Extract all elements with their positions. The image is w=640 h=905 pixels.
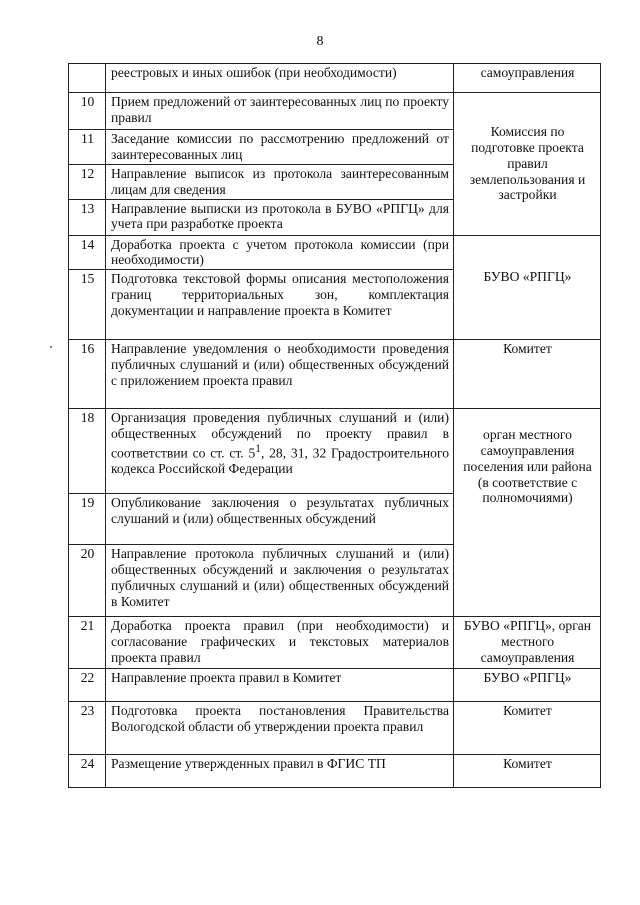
responsible-note: (в соответствие с полномочиями) [477,474,578,506]
scan-speck [50,346,52,348]
task-text: , 28, 31, 32 Градостроительного кодекса Российской Федерации [111,445,449,477]
task-cell: Доработка проекта с учетом протокола комиссии (при необходимости) [106,235,454,270]
table-row [69,409,601,494]
task-cell: Направление уведомления о необходимости проведения публичных слушаний и (или) общественных обсуждений с приложением проекта правил [106,340,454,409]
task-text: Организация проведения публичных слушаний и (или) общественных обсуждений по проекту правил в соответствии со ст. ст. 5 [111,410,449,461]
table-row [69,64,601,93]
row-number [69,64,106,93]
table-row [69,93,601,130]
task-cell: Подготовка проекта постановления Правительства Вологодской области об утверждении проекта правил [106,702,454,755]
row-number: 15 [69,270,106,340]
task-cell: Заседание комиссии по рассмотрению предложений от заинтересованных лиц [106,130,454,165]
responsible-cell: БУВО «РПГЦ» [454,235,601,340]
responsible-cell: Комиссия по подготовке проекта правил землепользования и застройки [454,93,601,236]
article-superscript: 1 [255,442,261,455]
responsible-cell: БУВО «РПГЦ», орган местного самоуправления [454,617,601,669]
row-number: 10 [69,93,106,130]
table-row [69,755,601,788]
row-number: 11 [69,130,106,165]
task-cell: Размещение утвержденных правил в ФГИС ТП [106,755,454,788]
responsible-cell: БУВО «РПГЦ» [454,669,601,702]
row-number: 21 [69,617,106,669]
table-row [69,235,601,270]
row-number: 22 [69,669,106,702]
row-number: 20 [69,545,106,617]
responsible-cell: Комитет [454,702,601,755]
row-number: 18 [69,409,106,494]
task-cell: реестровых и иных ошибок (при необходимости) [106,64,454,93]
responsible-cell: самоуправления [454,64,601,93]
page-number: 8 [316,34,324,49]
task-cell: Направление выписок из протокола заинтересованным лицам для сведения [106,165,454,200]
task-cell: Направление протокола публичных слушаний и (или) общественных обсуждений и заключения о результатах публичных слушаний и (или) общественных обсуждений в Комитет [106,545,454,617]
task-cell [106,409,454,494]
row-number: 12 [69,165,106,200]
row-number: 24 [69,755,106,788]
row-number: 16 [69,340,106,409]
row-number: 19 [69,494,106,545]
task-cell: Направление выписки из протокола в БУВО «РПГЦ» для учета при разработке проекта [106,199,454,235]
table-row [69,702,601,755]
task-cell: Подготовка текстовой формы описания местоположения границ территориальных зон, комплектация документации и направление проекта в Комитет [106,270,454,340]
table-row [69,340,601,409]
procedure-table [68,63,601,788]
responsible-cell [454,409,601,617]
table-row [69,669,601,702]
row-number: 13 [69,199,106,235]
task-cell: Прием предложений от заинтересованных лиц по проекту правил [106,93,454,130]
task-cell: Направление проекта правил в Комитет [106,669,454,702]
table-row [69,617,601,669]
row-number: 14 [69,235,106,270]
task-cell: Опубликование заключения о результатах публичных слушаний и (или) общественных обсуждений [106,494,454,545]
task-cell: Доработка проекта правил (при необходимости) и согласование графических и текстовых материалов проекта правил [106,617,454,669]
row-number: 23 [69,702,106,755]
responsible-authority: орган местного самоуправления поселения или района [463,427,592,474]
responsible-cell: Комитет [454,340,601,409]
responsible-cell: Комитет [454,755,601,788]
